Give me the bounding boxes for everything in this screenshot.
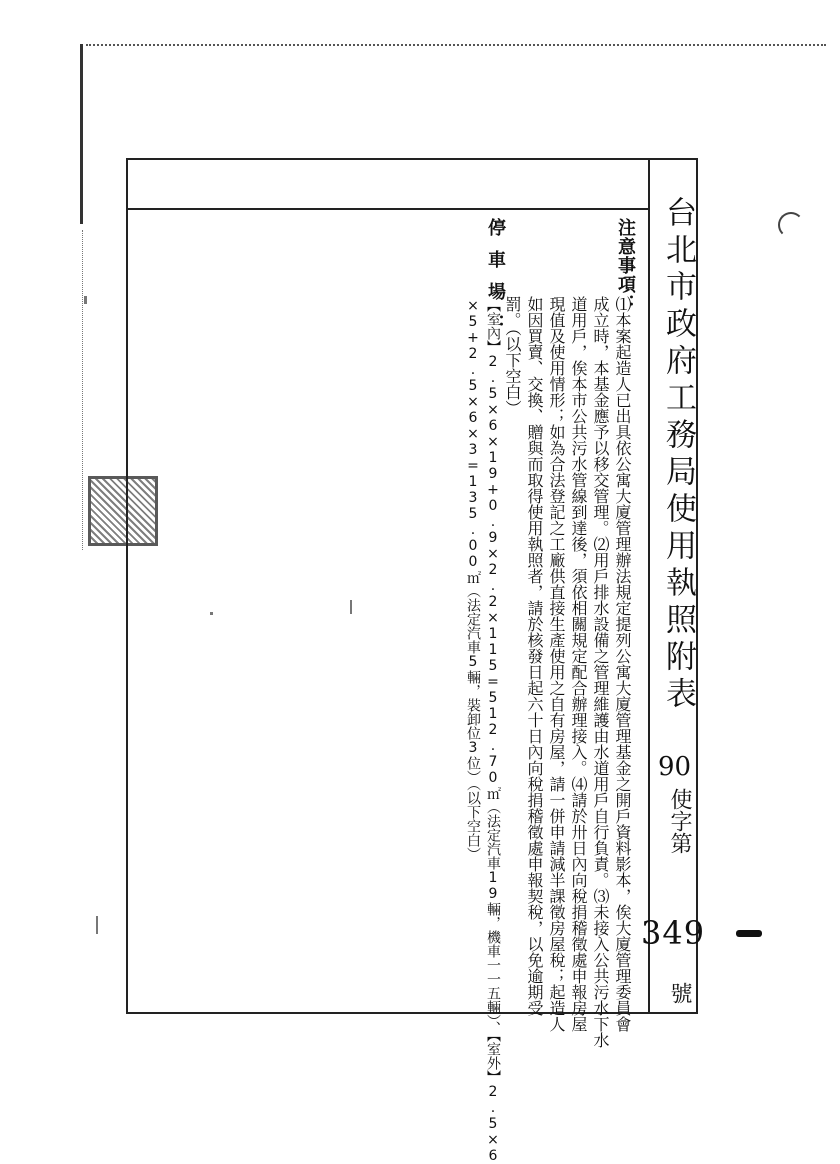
notes-column-4: 現值及使用情形；如為合法登記之工廠供直接生產使用之自有房屋，請一併申請減半課徵房屋稅；起造人 [547, 296, 566, 1032]
ink-dash-mark [736, 930, 762, 937]
notes-column-3: 道用戶，俟本市公共污水管線到達後，須依相關規定配合辦理接入。⑷請於卅日內向稅捐稽徵處申報房屋 [569, 296, 588, 1032]
scan-edge-top [86, 44, 826, 46]
scan-speck [84, 296, 87, 304]
number-serial: 349 [641, 914, 706, 952]
punch-hole-mark [778, 212, 804, 238]
number-suffix: 號 [667, 982, 692, 1004]
number-prefix: 使字第 [667, 788, 692, 854]
parking-column-1: 【室內】2.5×6×19+0.9×2.2×115=512.70㎡（法定汽車19輛，機車一一五輛）、【室外】2.5×6 [485, 298, 501, 1164]
form-title: 台北市政府工務局使用執照附表 [660, 196, 696, 714]
notes-column-6: 罰。（以下空白） [503, 296, 522, 416]
parking-column-2: ×5+2.5×6×3=135.00㎡（法定汽車5輛，裝卸位3位）（以下空白） [465, 298, 481, 861]
scan-speck [210, 612, 213, 615]
number-year: 90 [658, 752, 692, 782]
scan-speck [96, 916, 98, 934]
notes-column-5: 如因買賣、交換、贈與而取得使用執照者，請於核發日起六十日內向稅捐稽徵處申報契稅，以免逾期受 [525, 296, 544, 1016]
scan-edge-left-dotted [82, 230, 83, 550]
notes-label: 注意事項： [615, 218, 636, 313]
notes-column-2: 成立時，本基金應予以移交管理。⑵用戶排水設備之管理維護由水道用戶自行負責。⑶未接入公共污水下水 [591, 296, 610, 1048]
notes-column-1: ⑴本案起造人已出具依公寓大廈管理辦法規定提列公寓大廈管理基金之開戶資料影本，俟大廈管理委員會 [613, 296, 632, 1032]
scan-edge-left [80, 44, 83, 224]
scan-speck [350, 600, 352, 614]
parking-label: 停車場： [485, 218, 506, 346]
frame-top-rule [128, 208, 648, 210]
frame-title-divider [648, 160, 650, 1012]
